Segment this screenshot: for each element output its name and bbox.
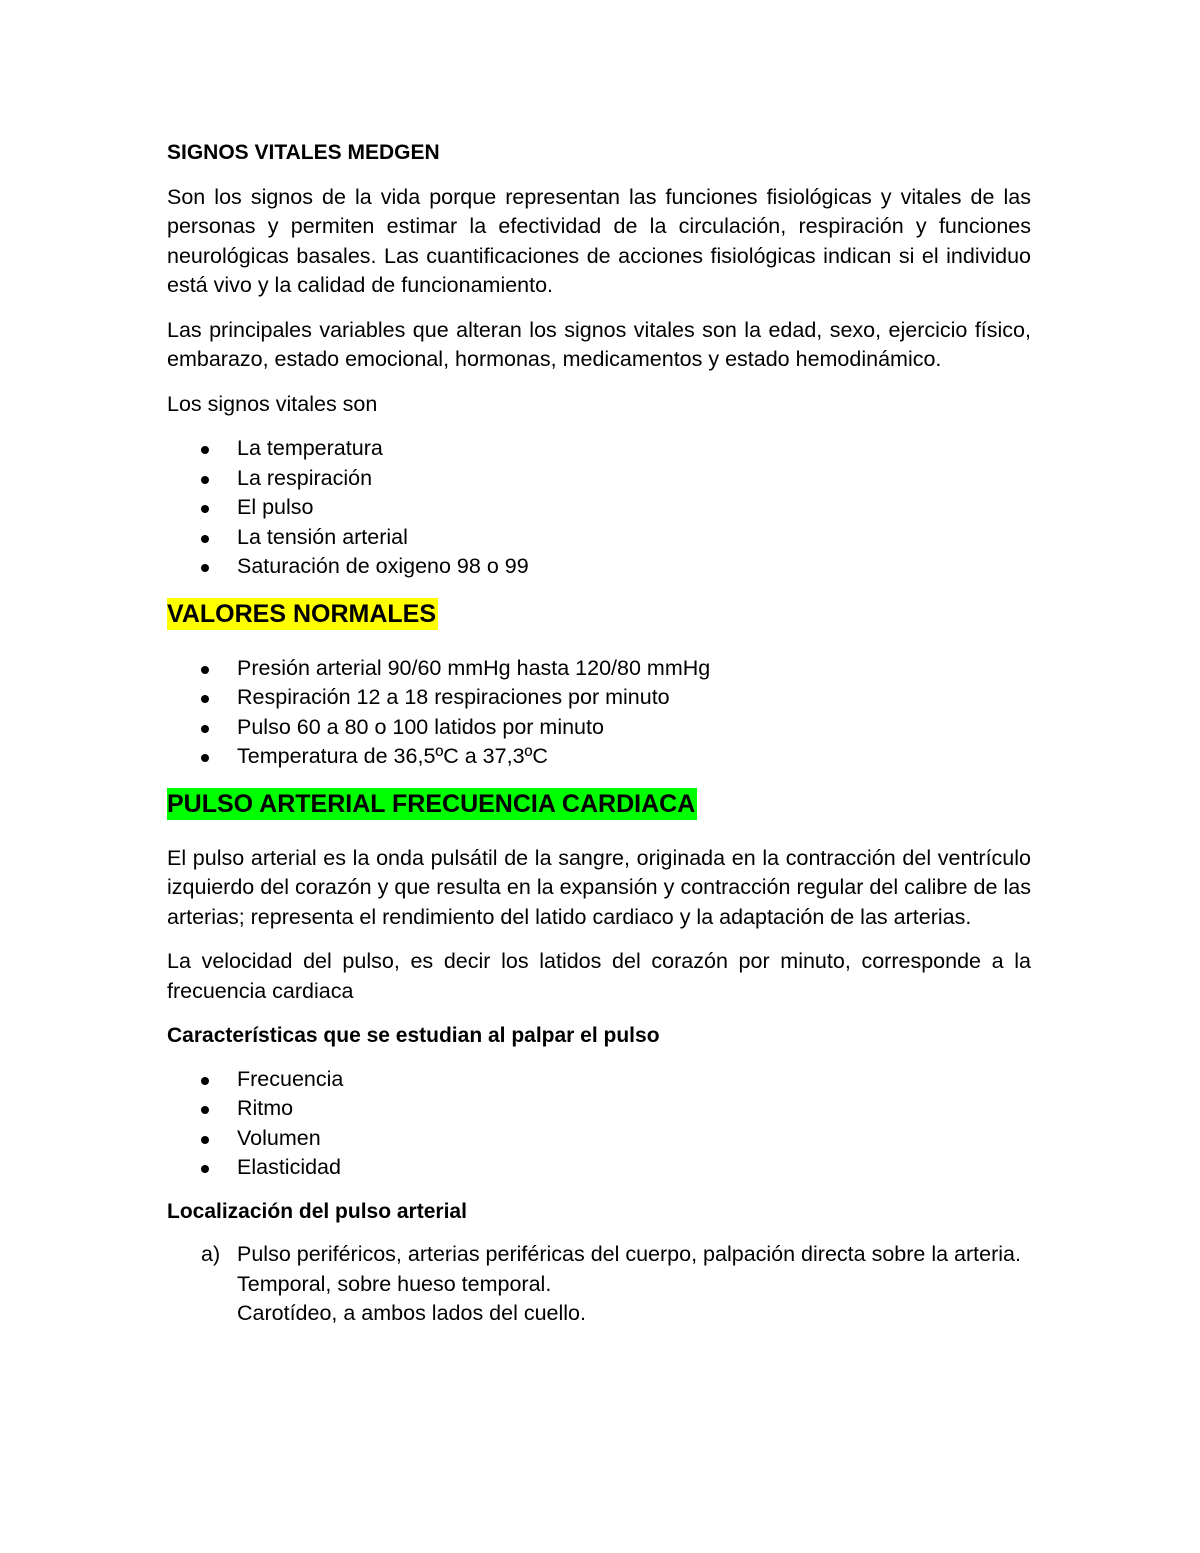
pulse-heading-wrap [167, 786, 1031, 832]
velocity-paragraph: La velocidad del pulso, es decir los latidos del corazón por minuto, corresponde a la frecuencia cardiaca [167, 949, 1031, 1003]
location-sub-line: Carotídeo, a ambos lados del cuello. [237, 1301, 586, 1325]
pulse-paragraph: El pulso arterial es la onda pulsátil de la sangre, originada en la contracción del ventrículo izquierdo del corazón y que resulta en la expansión y contracción regular del calibre de las arterias; representa el rendimiento del latido cardiaco y la adaptación de las arterias. [167, 845, 1031, 929]
list-item: Respiración 12 a 18 respiraciones por minuto [167, 683, 1031, 713]
list-item: Pulso 60 a 80 o 100 latidos por minuto [167, 713, 1031, 743]
normal-values-heading: VALORES NORMALES [167, 599, 436, 628]
location-item-text: Pulso periféricos, arterias periféricas del cuerpo, palpación directa sobre la arteria. [237, 1242, 1021, 1266]
list-item: Ritmo [167, 1094, 1031, 1124]
document-body [167, 138, 1031, 1329]
characteristics-list [167, 1065, 1031, 1183]
list-item: La tensión arterial [167, 523, 1031, 553]
vital-signs-list [167, 434, 1031, 582]
location-list [167, 1240, 1031, 1329]
list-item: Presión arterial 90/60 mmHg hasta 120/80 mmHg [167, 654, 1031, 684]
location-heading: Localización del pulso arterial [167, 1199, 467, 1223]
pulse-heading: PULSO ARTERIAL FRECUENCIA CARDIACA [167, 789, 696, 818]
list-item: Elasticidad [167, 1153, 1031, 1183]
intro-paragraph: Son los signos de la vida porque representan las funciones fisiológicas y vitales de las personas y permiten estimar la efectividad de la circulación, respiración y funciones neurológicas basales. Las cuantificaciones de acciones fisiológicas indican si el individuo está vivo y la calidad de funcionamiento. [167, 184, 1031, 297]
variables-paragraph: Las principales variables que alteran los signos vitales son la edad, sexo, ejercicio físico, embarazo, estado emocional, hormonas, medicamentos y estado hemodinámico. [167, 317, 1031, 371]
list-item: Temperatura de 36,5ºC a 37,3ºC [167, 742, 1031, 772]
list-item: Frecuencia [167, 1065, 1031, 1095]
list-item: Saturación de oxigeno 98 o 99 [167, 552, 1031, 582]
characteristics-heading: Características que se estudian al palpar el pulso [167, 1024, 660, 1047]
list-item: El pulso [167, 493, 1031, 523]
location-sub-line: Temporal, sobre hueso temporal. [237, 1271, 552, 1296]
document-title: SIGNOS VITALES MEDGEN [167, 141, 440, 164]
normal-values-list [167, 654, 1031, 772]
list-item: La temperatura [167, 434, 1031, 464]
normal-values-heading-wrap [167, 596, 1031, 642]
list-marker: a) [201, 1242, 221, 1266]
location-item [167, 1240, 1031, 1329]
list-intro: Los signos vitales son [167, 391, 378, 416]
list-item: La respiración [167, 464, 1031, 494]
list-item: Volumen [167, 1124, 1031, 1154]
